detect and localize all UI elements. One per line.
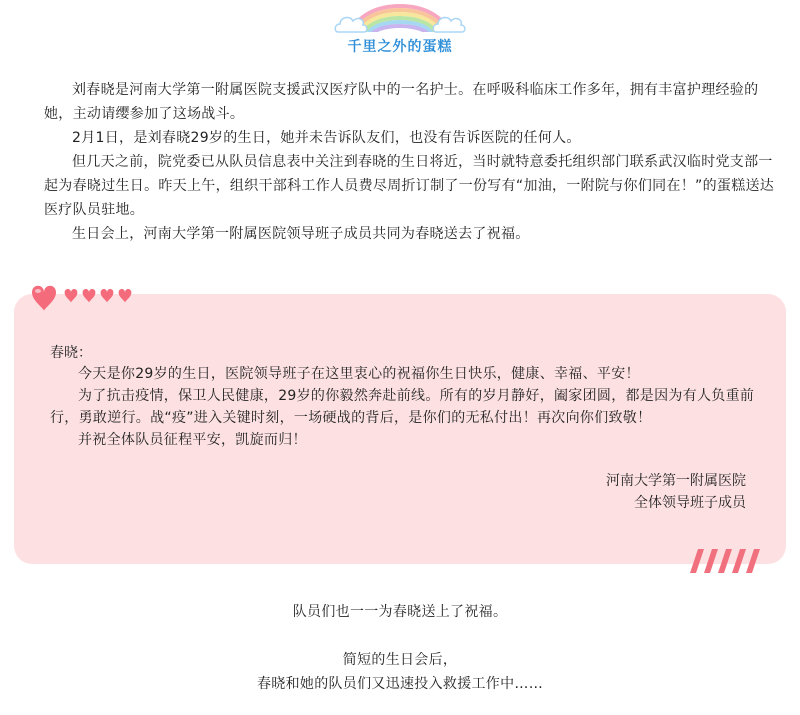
article-paragraph: 2月1日，是刘春晓29岁的生日，她并未告诉队友们，也没有告诉医院的任何人。 [72, 130, 581, 146]
page-header [0, 0, 800, 62]
card-paragraph: 并祝全体队员征程平安，凯旋而归！ [78, 432, 307, 448]
article-paragraph: 刘春晓是河南大学第一附属医院支援武汉医疗队中的一名护士。在呼吸科临床工作多年，拥有丰富护理经验的她，主动请缨参加了这场战斗。 [44, 82, 759, 122]
card-salutation: 春晓： [50, 345, 92, 361]
signature-line: 河南大学第一附属医院 [606, 473, 746, 489]
closing-line: 春晓和她的队员们又迅速投入救援工作中…… [257, 676, 543, 692]
card-message [50, 363, 762, 451]
card-paragraph: 今天是你29岁的生日，医院领导班子在这里衷心的祝福你生日快乐，健康、幸福、平安！ [78, 366, 640, 382]
page-title: 千里之外的蛋糕 [347, 39, 453, 55]
signature-line: 全体领导班子成员 [634, 495, 746, 511]
rainbow-cloud-icon [334, 2, 466, 38]
stripes-icon [682, 549, 762, 573]
closing-line: 简短的生日会后， [342, 652, 458, 668]
card-paragraph: 为了抗击疫情，保卫人民健康，29岁的你毅然奔赴前线。所有的岁月静好，阖家团圆，都是因为有人负重前行，勇敢逆行。战“疫”进入关键时刻，一场硬战的背后，是你们的无私付出！再次向你们致敬！ [50, 388, 755, 426]
article-body [44, 78, 784, 246]
hearts-icon [30, 280, 140, 314]
article-paragraph: 但几天之前，院党委已从队员信息表中关注到春晓的生日将近，当时就特意委托组织部门联系武汉临时党支部一起为春晓过生日。昨天上午，组织干部科工作人员费尽周折订制了一份写有“加油，一附院与你们同在！”的蛋糕送达医疗队员驻地。 [44, 154, 775, 218]
card-signature [606, 470, 746, 514]
greeting-card [14, 294, 786, 564]
closing-line: 队员们也一一为春晓送上了祝福。 [292, 604, 508, 620]
article-paragraph: 生日会上，河南大学第一附属医院领导班子成员共同为春晓送去了祝福。 [72, 226, 530, 242]
closing-text [0, 600, 800, 696]
